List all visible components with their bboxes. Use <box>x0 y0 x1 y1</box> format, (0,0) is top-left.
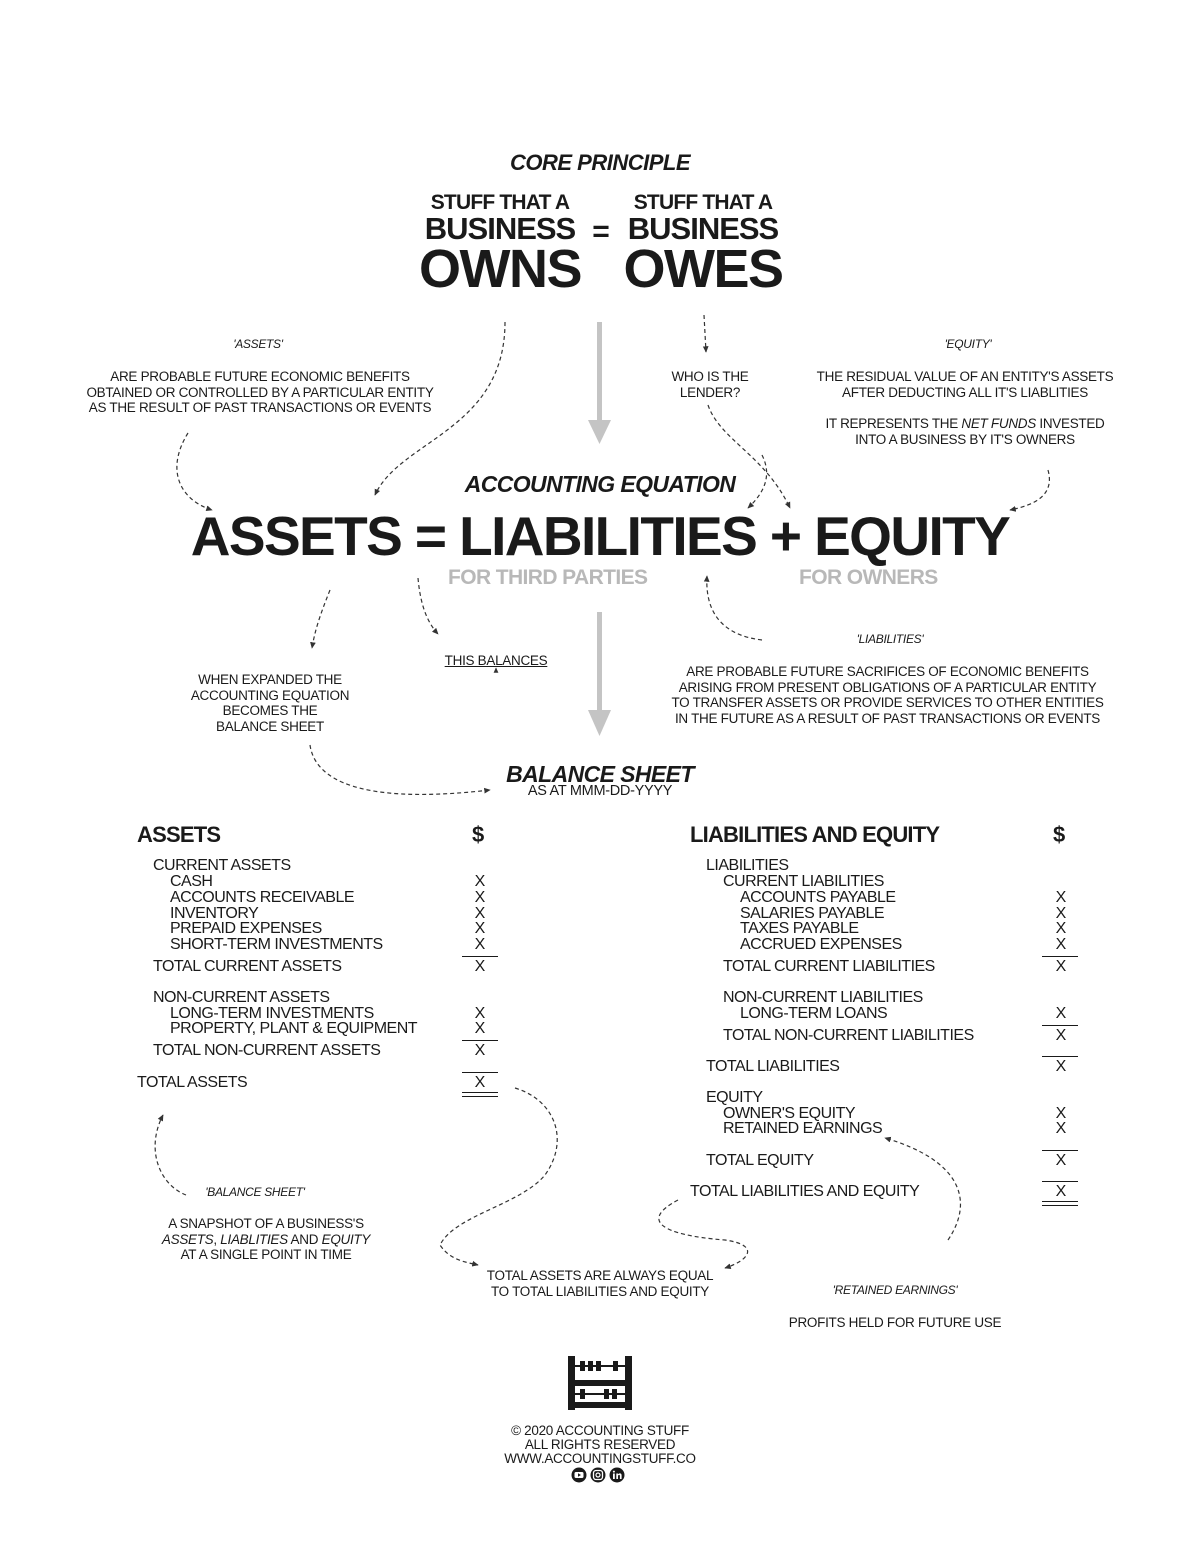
amount-placeholder: X <box>1055 1120 1067 1137</box>
arrow-liabilities-def <box>707 576 762 640</box>
balance-sheet-row: OWNER'S EQUITY <box>723 1105 856 1122</box>
retained-earnings-label: 'RETAINED EARNINGS' <box>832 1283 958 1297</box>
assets-def-line: OBTAINED OR CONTROLLED BY A PARTICULAR ENTITY <box>86 384 434 400</box>
balance-sheet-row: TOTAL CURRENT LIABILITIES <box>723 958 935 975</box>
balance-sheet-row: TOTAL CURRENT ASSETS <box>153 958 342 975</box>
social-icons <box>571 1467 631 1483</box>
arrow-assets-def <box>177 433 212 510</box>
balance-sheet-row: ACCOUNTS RECEIVABLE <box>170 889 355 906</box>
amount-placeholder: X <box>474 936 486 953</box>
accounting-equation-title: ACCOUNTING EQUATION <box>464 471 736 497</box>
owes-big: OWES <box>623 239 783 299</box>
liabilities-def-line: ARE PROBABLE FUTURE SACRIFICES OF ECONOMIC BENEFITS <box>686 664 1089 679</box>
liabilities-def-line: ARISING FROM PRESENT OBLIGATIONS OF A PARTICULAR ENTITY <box>678 679 1097 695</box>
balance-sheet-row: RETAINED EARNINGS <box>723 1120 883 1137</box>
arrow-owes-to-lender <box>704 315 706 352</box>
assets-dollar-heading: $ <box>472 822 484 847</box>
balance-sheet-row: TOTAL EQUITY <box>706 1152 814 1169</box>
amount-placeholder: X <box>474 958 486 975</box>
amount-placeholder: X <box>1055 1027 1067 1044</box>
balance-sheet-row: LONG-TERM LOANS <box>740 1005 888 1022</box>
gray-arrow-1-head <box>588 420 611 444</box>
amount-placeholder: X <box>1055 1183 1067 1200</box>
equity-def-line: INTO A BUSINESS BY IT'S OWNERS <box>855 431 1075 447</box>
bs-def-line: ASSETS, LIABLITIES AND EQUITY <box>161 1231 371 1247</box>
subtotal-line <box>1042 1181 1078 1182</box>
retained-earnings-definition: PROFITS HELD FOR FUTURE USE <box>788 1315 1002 1330</box>
owns-block <box>405 191 595 299</box>
assets-heading: ASSETS <box>137 822 221 847</box>
bs-def-line: A SNAPSHOT OF A BUSINESS'S <box>168 1216 364 1231</box>
total-double-line <box>1042 1205 1078 1206</box>
youtube-icon[interactable] <box>572 1468 587 1483</box>
balance-sheet-date: AS AT MMM-DD-YYYY <box>527 783 673 799</box>
liabilities-def-line: TO TRANSFER ASSETS OR PROVIDE SERVICES TO OTHER ENTITIES <box>671 695 1104 710</box>
lender-line: WHO IS THE <box>671 369 749 384</box>
assets-label: 'ASSETS' <box>233 337 283 351</box>
amount-placeholder: X <box>474 1020 486 1037</box>
instagram-icon[interactable] <box>591 1468 606 1483</box>
balance-sheet-row: ACCRUED EXPENSES <box>740 936 902 953</box>
balance-sheet-row: TOTAL NON-CURRENT LIABILITIES <box>723 1027 974 1044</box>
bs-def-line: AT A SINGLE POINT IN TIME <box>180 1247 352 1262</box>
arrow-bs-def <box>155 1115 186 1195</box>
liabilities-def-line: IN THE FUTURE AS A RESULT OF PAST TRANSACTIONS OR EVENTS <box>674 710 1101 726</box>
amount-placeholder: X <box>474 1005 486 1022</box>
amount-placeholder: X <box>1055 958 1067 975</box>
website-link[interactable]: WWW.ACCOUNTINGSTUFF.CO <box>504 1451 696 1466</box>
balance-sheet-title: BALANCE SHEET <box>506 761 694 787</box>
assets-definition <box>70 369 450 416</box>
amount-placeholder: X <box>1055 1005 1067 1022</box>
balance-sheet-row: CURRENT LIABILITIES <box>723 873 884 890</box>
balance-sheet-row: ACCOUNTS PAYABLE <box>740 889 896 906</box>
balance-sheet-row: SALARIES PAYABLE <box>740 905 885 922</box>
this-balances: THIS BALANCES <box>444 653 548 668</box>
balance-sheet-row: SHORT-TERM INVESTMENTS <box>170 936 383 953</box>
balance-sheet-row: LONG-TERM INVESTMENTS <box>170 1005 374 1022</box>
balance-sheet-row: INVENTORY <box>170 905 259 922</box>
subtotal-line <box>462 1072 498 1073</box>
balance-sheet-row: TOTAL NON-CURRENT ASSETS <box>153 1042 381 1059</box>
amount-placeholder: X <box>1055 889 1067 906</box>
total-double-line <box>1042 1201 1078 1202</box>
equity-def-net-funds: IT REPRESENTS THE NET FUNDS INVESTED <box>825 416 1105 431</box>
balance-sheet-row: CURRENT ASSETS <box>153 857 291 874</box>
amount-placeholder: X <box>1055 1058 1067 1075</box>
amount-placeholder: X <box>1055 920 1067 937</box>
amount-placeholder: X <box>474 889 486 906</box>
owns-small: STUFF THAT A <box>430 191 570 214</box>
equity-label: 'EQUITY' <box>944 337 992 351</box>
balance-sheet-row: NON-CURRENT ASSETS <box>153 989 330 1006</box>
balance-sheet-row: PROPERTY, PLANT & EQUIPMENT <box>170 1020 418 1037</box>
equity-def-line: THE RESIDUAL VALUE OF AN ENTITY'S ASSETS <box>816 369 1114 384</box>
expanded-line: BECOMES THE <box>222 703 318 718</box>
owes-mid: BUSINESS <box>627 211 779 246</box>
liabilities-label: 'LIABILITIES' <box>856 632 924 646</box>
lender-line: LENDER? <box>679 384 741 400</box>
abacus-logo-icon <box>566 1356 634 1410</box>
liabilities-definition <box>660 664 1115 726</box>
always-equal-line: TO TOTAL LIABILITIES AND EQUITY <box>490 1283 710 1299</box>
rights-reserved: ALL RIGHTS RESERVED <box>524 1437 676 1452</box>
amount-placeholder: X <box>474 873 486 890</box>
subtotal-line <box>462 956 498 957</box>
subtotal-line <box>1042 1150 1078 1151</box>
always-equal-note <box>470 1268 730 1299</box>
assets-def-line: ARE PROBABLE FUTURE ECONOMIC BENEFITS <box>110 369 410 384</box>
footer-text <box>450 1424 750 1466</box>
balance-sheet-definition <box>150 1216 382 1263</box>
balance-sheet-row: NON-CURRENT LIABILITIES <box>723 989 923 1006</box>
for-third-parties: FOR THIRD PARTIES <box>448 566 648 589</box>
lender-question <box>650 369 770 400</box>
equity-definition <box>800 369 1130 447</box>
amount-placeholder: X <box>474 920 486 937</box>
total-double-line <box>462 1096 498 1097</box>
always-equal-line: TOTAL ASSETS ARE ALWAYS EQUAL <box>486 1268 714 1283</box>
amount-placeholder: X <box>1055 936 1067 953</box>
arrow-assets-to-expanded <box>312 590 330 648</box>
total-double-line <box>462 1092 498 1093</box>
arrow-total-le <box>659 1200 748 1268</box>
balance-sheet-row: TOTAL LIABILITIES AND EQUITY <box>690 1183 920 1200</box>
amount-placeholder: X <box>474 1042 486 1059</box>
subtotal-line <box>1042 1025 1078 1026</box>
arrow-total-assets <box>440 1088 557 1265</box>
expanded-note <box>170 672 370 734</box>
subtotal-line <box>1042 1056 1078 1057</box>
balance-sheet-row: PREPAID EXPENSES <box>170 920 322 937</box>
core-principle-title: CORE PRINCIPLE <box>509 150 691 175</box>
balance-sheet-row: EQUITY <box>706 1089 763 1106</box>
owes-block <box>608 191 798 299</box>
amount-placeholder: X <box>1055 1152 1067 1169</box>
balance-sheet-label: 'BALANCE SHEET' <box>205 1185 305 1199</box>
le-heading: LIABILITIES AND EQUITY <box>690 822 940 847</box>
amount-placeholder: X <box>474 905 486 922</box>
amount-placeholder: X <box>474 1074 486 1091</box>
owns-big: OWNS <box>419 239 581 299</box>
amount-placeholder: X <box>1055 1105 1067 1122</box>
owns-mid: BUSINESS <box>424 211 576 246</box>
balance-sheet-row: TAXES PAYABLE <box>740 920 859 937</box>
owes-small: STUFF THAT A <box>633 191 773 214</box>
gray-arrow-2-head <box>588 710 611 736</box>
expanded-line: BALANCE SHEET <box>216 718 324 734</box>
for-owners: FOR OWNERS <box>799 566 938 589</box>
copyright: © 2020 ACCOUNTING STUFF <box>511 1423 689 1438</box>
balance-sheet-row: TOTAL LIABILITIES <box>706 1058 840 1075</box>
expanded-line: WHEN EXPANDED THE <box>198 672 342 687</box>
assets-def-line: AS THE RESULT OF PAST TRANSACTIONS OR EVENTS <box>88 400 432 415</box>
subtotal-line <box>1042 956 1078 957</box>
balance-sheet-row: TOTAL ASSETS <box>137 1074 248 1091</box>
linkedin-icon[interactable] <box>610 1468 625 1483</box>
balance-sheet-row: CASH <box>170 873 213 890</box>
subtotal-line <box>462 1040 498 1041</box>
equity-def-line: AFTER DEDUCTING ALL IT'S LIABLITIES <box>842 384 1088 400</box>
le-dollar-heading: $ <box>1053 822 1065 847</box>
amount-placeholder: X <box>1055 905 1067 922</box>
arrow-to-balances <box>418 578 438 634</box>
expanded-line: ACCOUNTING EQUATION <box>190 687 350 703</box>
core-equals: = <box>592 215 610 248</box>
balance-sheet-row: LIABILITIES <box>706 857 789 874</box>
accounting-equation: ASSETS = LIABILITIES + EQUITY <box>190 505 1010 567</box>
gray-arrow-1-shaft <box>597 322 602 422</box>
